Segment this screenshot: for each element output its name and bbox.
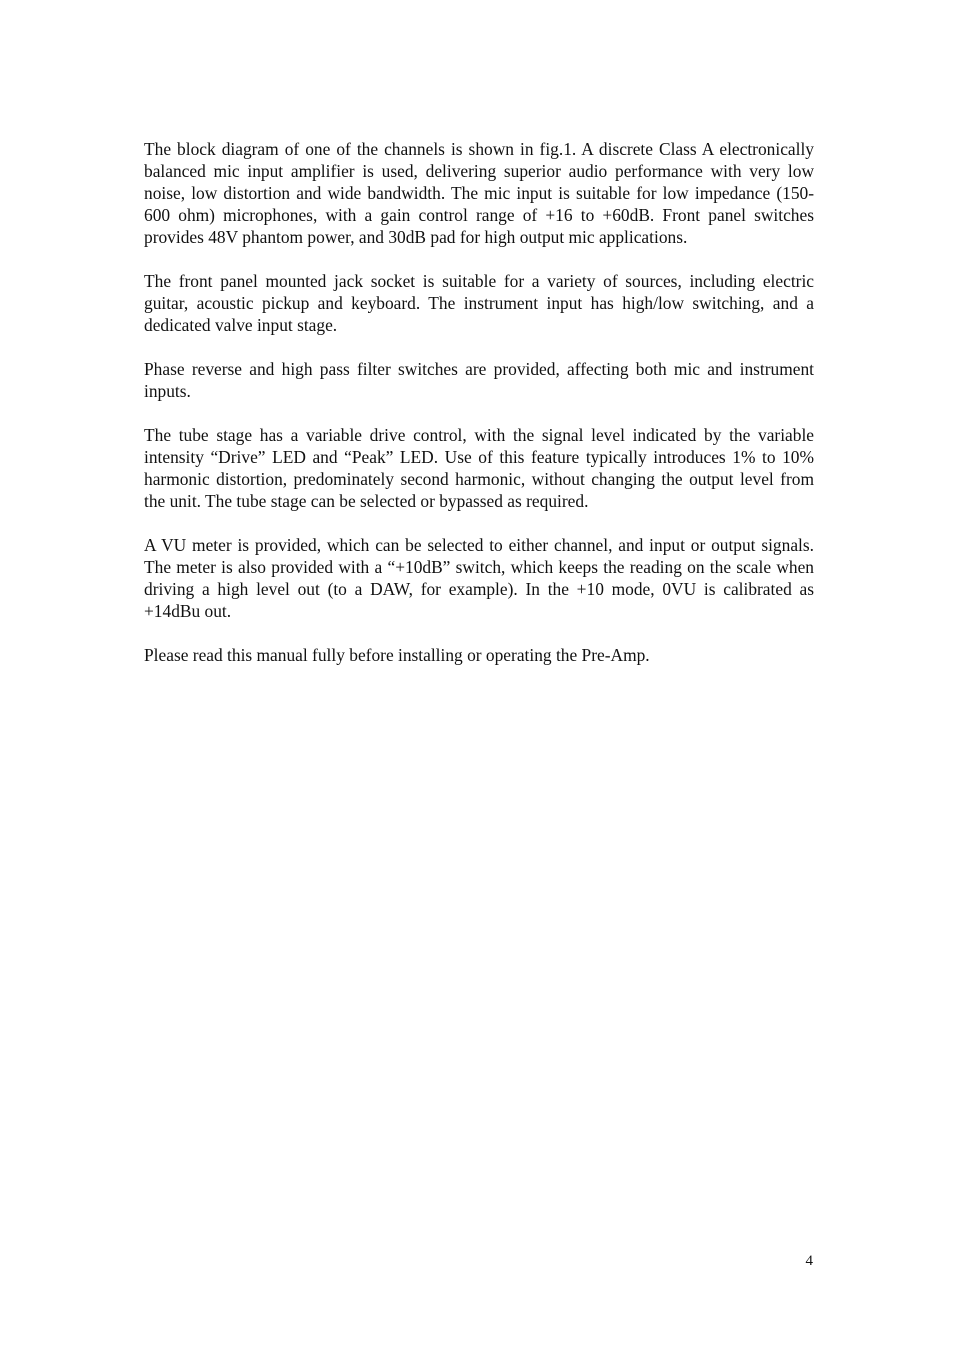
body-text	[144, 138, 814, 688]
paragraph-block-diagram: The block diagram of one of the channels is shown in fig.1. A discrete Class A electronically balanced mic input amplifier is used, delivering superior audio performance with very low noise, low distortion and wide bandwidth. The mic input is suitable for low impedance (150-600 ohm) microphones, with a gain control range of +16 to +60dB. Front panel switches provides 48V phantom power, and 30dB pad for high output mic applications.	[144, 139, 814, 247]
paragraph-instrument-input: The front panel mounted jack socket is suitable for a variety of sources, including electric guitar, acoustic pickup and keyboard. The instrument input has high/low switching, and a dedicated valve input stage.	[144, 271, 814, 335]
paragraph-phase-filter: Phase reverse and high pass filter switches are provided, affecting both mic and instrument inputs.	[144, 359, 814, 401]
paragraph-tube-stage: The tube stage has a variable drive control, with the signal level indicated by the variable intensity “Drive” LED and “Peak” LED. Use of this feature typically introduces 1% to 10% harmonic distortion, predominately second harmonic, without changing the output level from the unit. The tube stage can be selected or bypassed as required.	[144, 425, 814, 511]
paragraph-read-manual: Please read this manual fully before installing or operating the Pre-Amp.	[144, 645, 650, 665]
paragraph-vu-meter: A VU meter is provided, which can be selected to either channel, and input or output signals. The meter is also provided with a “+10dB” switch, which keeps the reading on the scale when driving a high level out (to a DAW, for example). In the +10 mode, 0VU is calibrated as +14dBu out.	[144, 535, 814, 621]
page-number: 4	[805, 1253, 813, 1269]
